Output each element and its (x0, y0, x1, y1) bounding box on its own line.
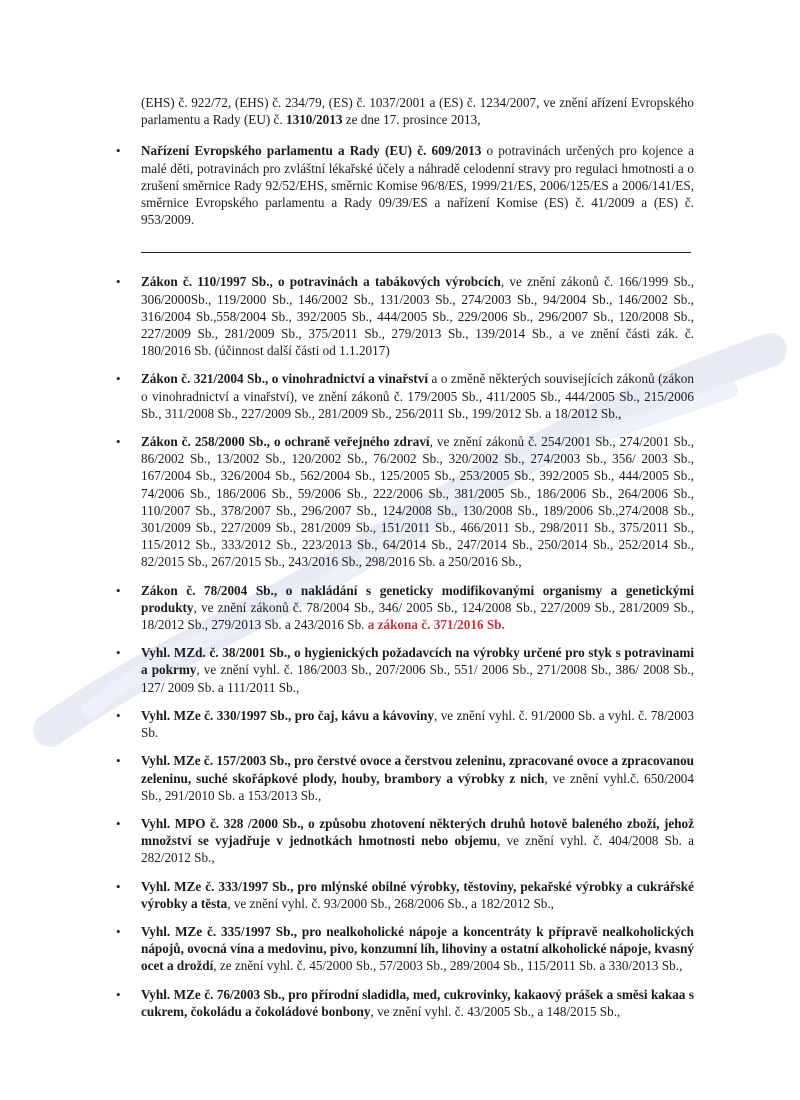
national-law-list (114, 273, 694, 1020)
bullet-icon: • (116, 753, 121, 769)
list-item: • Vyhl. MPO č. 328 /2000 Sb., o způsobu zhotovení některých druhů hotově baleného zboží, jehož množství se vyjadřuje v jednotkách hmotnosti nebo objemu, ve znění vyhl. č. 404/2008 Sb. a 282/2012 Sb., (116, 815, 695, 866)
continuation-paragraph: (EHS) č. 922/72, (EHS) č. 234/79, (ES) č. 1037/2001 a (ES) č. 1234/2007, ve znění ařízení Evropského parlamentu a Rady (EU) č. 1310/2013 ze dne 17. prosince 2013, (141, 95, 694, 128)
list-item: • Zákon č. 258/2000 Sb., o ochraně veřejného zdraví, ve znění zákonů č. 254/2001 Sb., 274/2001 Sb., 86/2002 Sb., 13/2002 Sb., 120/2002 Sb., 76/2002 Sb., 320/2002 Sb., 274/2003 Sb., 356/ 2003 Sb., 167/2004 Sb., 326/2004 Sb., 562/2004 Sb., 125/2005 Sb., 253/2005 Sb., 392/2005 Sb., 444/2005 Sb., 74/2006 Sb., 186/2006 Sb., 59/2006 Sb., 222/2006 Sb., 381/2005 Sb., 186/2006 Sb., 264/2006 Sb., 110/2007 Sb., 378/2007 Sb., 296/2007 Sb., 124/2008 Sb., 130/2008 Sb., 189/2006 Sb.,274/2008 Sb., 301/2009 Sb., 227/2009 Sb., 281/2009 Sb., 151/2011 Sb., 466/2011 Sb., 298/2011 Sb., 375/2011 Sb., 115/2012 Sb., 333/2012 Sb., 223/2013 Sb., 64/2014 Sb., 247/2014 Sb., 250/2014 Sb., 252/2014 Sb., 82/2015 Sb., 267/2015 Sb., 243/2016 Sb., 298/2016 Sb. a 250/2016 Sb., (116, 434, 695, 570)
list-item: • Vyhl. MZd. č. 38/2001 Sb., o hygienických požadavcích na výrobky určené pro styk s potravinami a pokrmy, ve znění vyhl. č. 186/2003 Sb., 207/2006 Sb., 551/ 2006 Sb., 271/2008 Sb., 386/ 2008 Sb., 127/ 2009 Sb. a 111/2011 Sb., (116, 645, 695, 695)
bullet-icon: • (116, 582, 121, 598)
bullet-icon: • (116, 645, 121, 661)
bullet-icon: • (116, 143, 121, 159)
list-item: • Nařízení Evropského parlamentu a Rady (EU) č. 609/2013 o potravinách určených pro kojence a malé děti, potravinách pro zvláštní lékařské účely a náhradě celodenní stravy pro regulaci hmotnosti a o zrušení směrnice Rady 92/52/EHS, směrnic Komise 96/8/ES, 1999/21/ES, 2006/125/ES a 2006/141/ES, směrnice Evropského parlamentu a Rady 09/39/ES a nařízení Komise (ES) č. 41/2009 a (ES) č. 953/2009. (116, 143, 695, 228)
bullet-icon: • (116, 923, 121, 939)
section-divider (141, 252, 691, 253)
list-item: • Zákon č. 110/1997 Sb., o potravinách a tabákových výrobcích, ve znění zákonů č. 166/1999 Sb., 306/2000Sb., 119/2000 Sb., 146/2002 Sb., 131/2003 Sb., 274/2003 Sb., 94/2004 Sb., 146/2002 Sb., 316/2004 Sb.,558/2004 Sb., 392/2005 Sb., 444/2005 Sb., 229/2006 Sb., 296/2007 Sb., 120/2008 Sb., 227/2009 Sb., 281/2009 Sb., 375/2011 Sb., 279/2013 Sb., 139/2014 Sb., a ve znění části zák. č. 180/2016 Sb. (účinnost další části od 1.1.2017) (116, 274, 694, 359)
document-body (114, 94, 694, 1031)
list-item: • Vyhl. MZe č. 157/2003 Sb., pro čerstvé ovoce a čerstvou zeleninu, zpracované ovoce a zpracovanou zeleninu, suché skořápkové plody, houby, brambory a výrobky z nich, ve znění vyhl.č. 650/2004 Sb., 291/2010 Sb. a 153/2013 Sb., (116, 753, 694, 803)
bullet-icon: • (116, 878, 121, 894)
bullet-icon: • (116, 986, 121, 1002)
list-item: • Vyhl. MZe č. 76/2003 Sb., pro přírodní sladidla, med, cukrovinky, kakaový prášek a směsi kakaa s cukrem, čokoládu a čokoládové bonbony, ve znění vyhl. č. 43/2005 Sb., a 148/2015 Sb., (116, 986, 694, 1019)
bullet-icon: • (116, 707, 121, 723)
bullet-icon: • (116, 434, 121, 450)
bullet-icon: • (116, 815, 121, 831)
list-item: • Vyhl. MZe č. 333/1997 Sb., pro mlýnské obilné výrobky, těstoviny, pekařské výrobky a cukrářské výrobky a těsta, ve znění vyhl. č. 93/2000 Sb., 268/2006 Sb., a 182/2012 Sb., (116, 878, 694, 911)
list-item: • Vyhl. MZe č. 330/1997 Sb., pro čaj, kávu a kávoviny, ve znění vyhl. č. 91/2000 Sb. a vyhl. č. 78/2003 Sb. (116, 707, 694, 741)
list-item: • Vyhl. MZe č. 335/1997 Sb., pro nealkoholické nápoje a koncentráty k přípravě nealkoholických nápojů, ovocná vína a medovinu, pivo, konzumní líh, lihoviny a ostatní alkoholické nápoje, kvasný ocet a droždí, ze znění vyhl. č. 45/2000 Sb., 57/2003 Sb., 289/2004 Sb., 115/2011 Sb. a 330/2013 Sb., (116, 923, 694, 974)
amendment-highlight: a zákona č. 371/2016 Sb. (364, 617, 505, 633)
bullet-icon: • (116, 274, 121, 290)
list-item: • Zákon č. 321/2004 Sb., o vinohradnictví a vinařství a o změně některých souvisejících zákonů (zákon o vinohradnictví a vinařství), ve znění zákonů č. 179/2005 Sb., 411/2005 Sb., 444/2005 Sb., 215/2006 Sb., 311/2008 Sb., 227/2009 Sb., 281/2009 Sb., 256/2011 Sb., 199/2012 Sb. a 18/2012 Sb., (116, 371, 694, 421)
bullet-icon: • (116, 371, 121, 387)
list-item: • Zákon č. 78/2004 Sb., o nakládání s geneticky modifikovanými organismy a genetickými produkty, ve znění zákonů č. 78/2004 Sb., 346/ 2005 Sb., 124/2008 Sb., 227/2009 Sb., 281/2009 Sb., 18/2012 Sb., 279/2013 Sb. a 243/2016 Sb. a zákona č. 371/2016 Sb. (116, 582, 694, 633)
eu-regulation-list (114, 142, 694, 228)
